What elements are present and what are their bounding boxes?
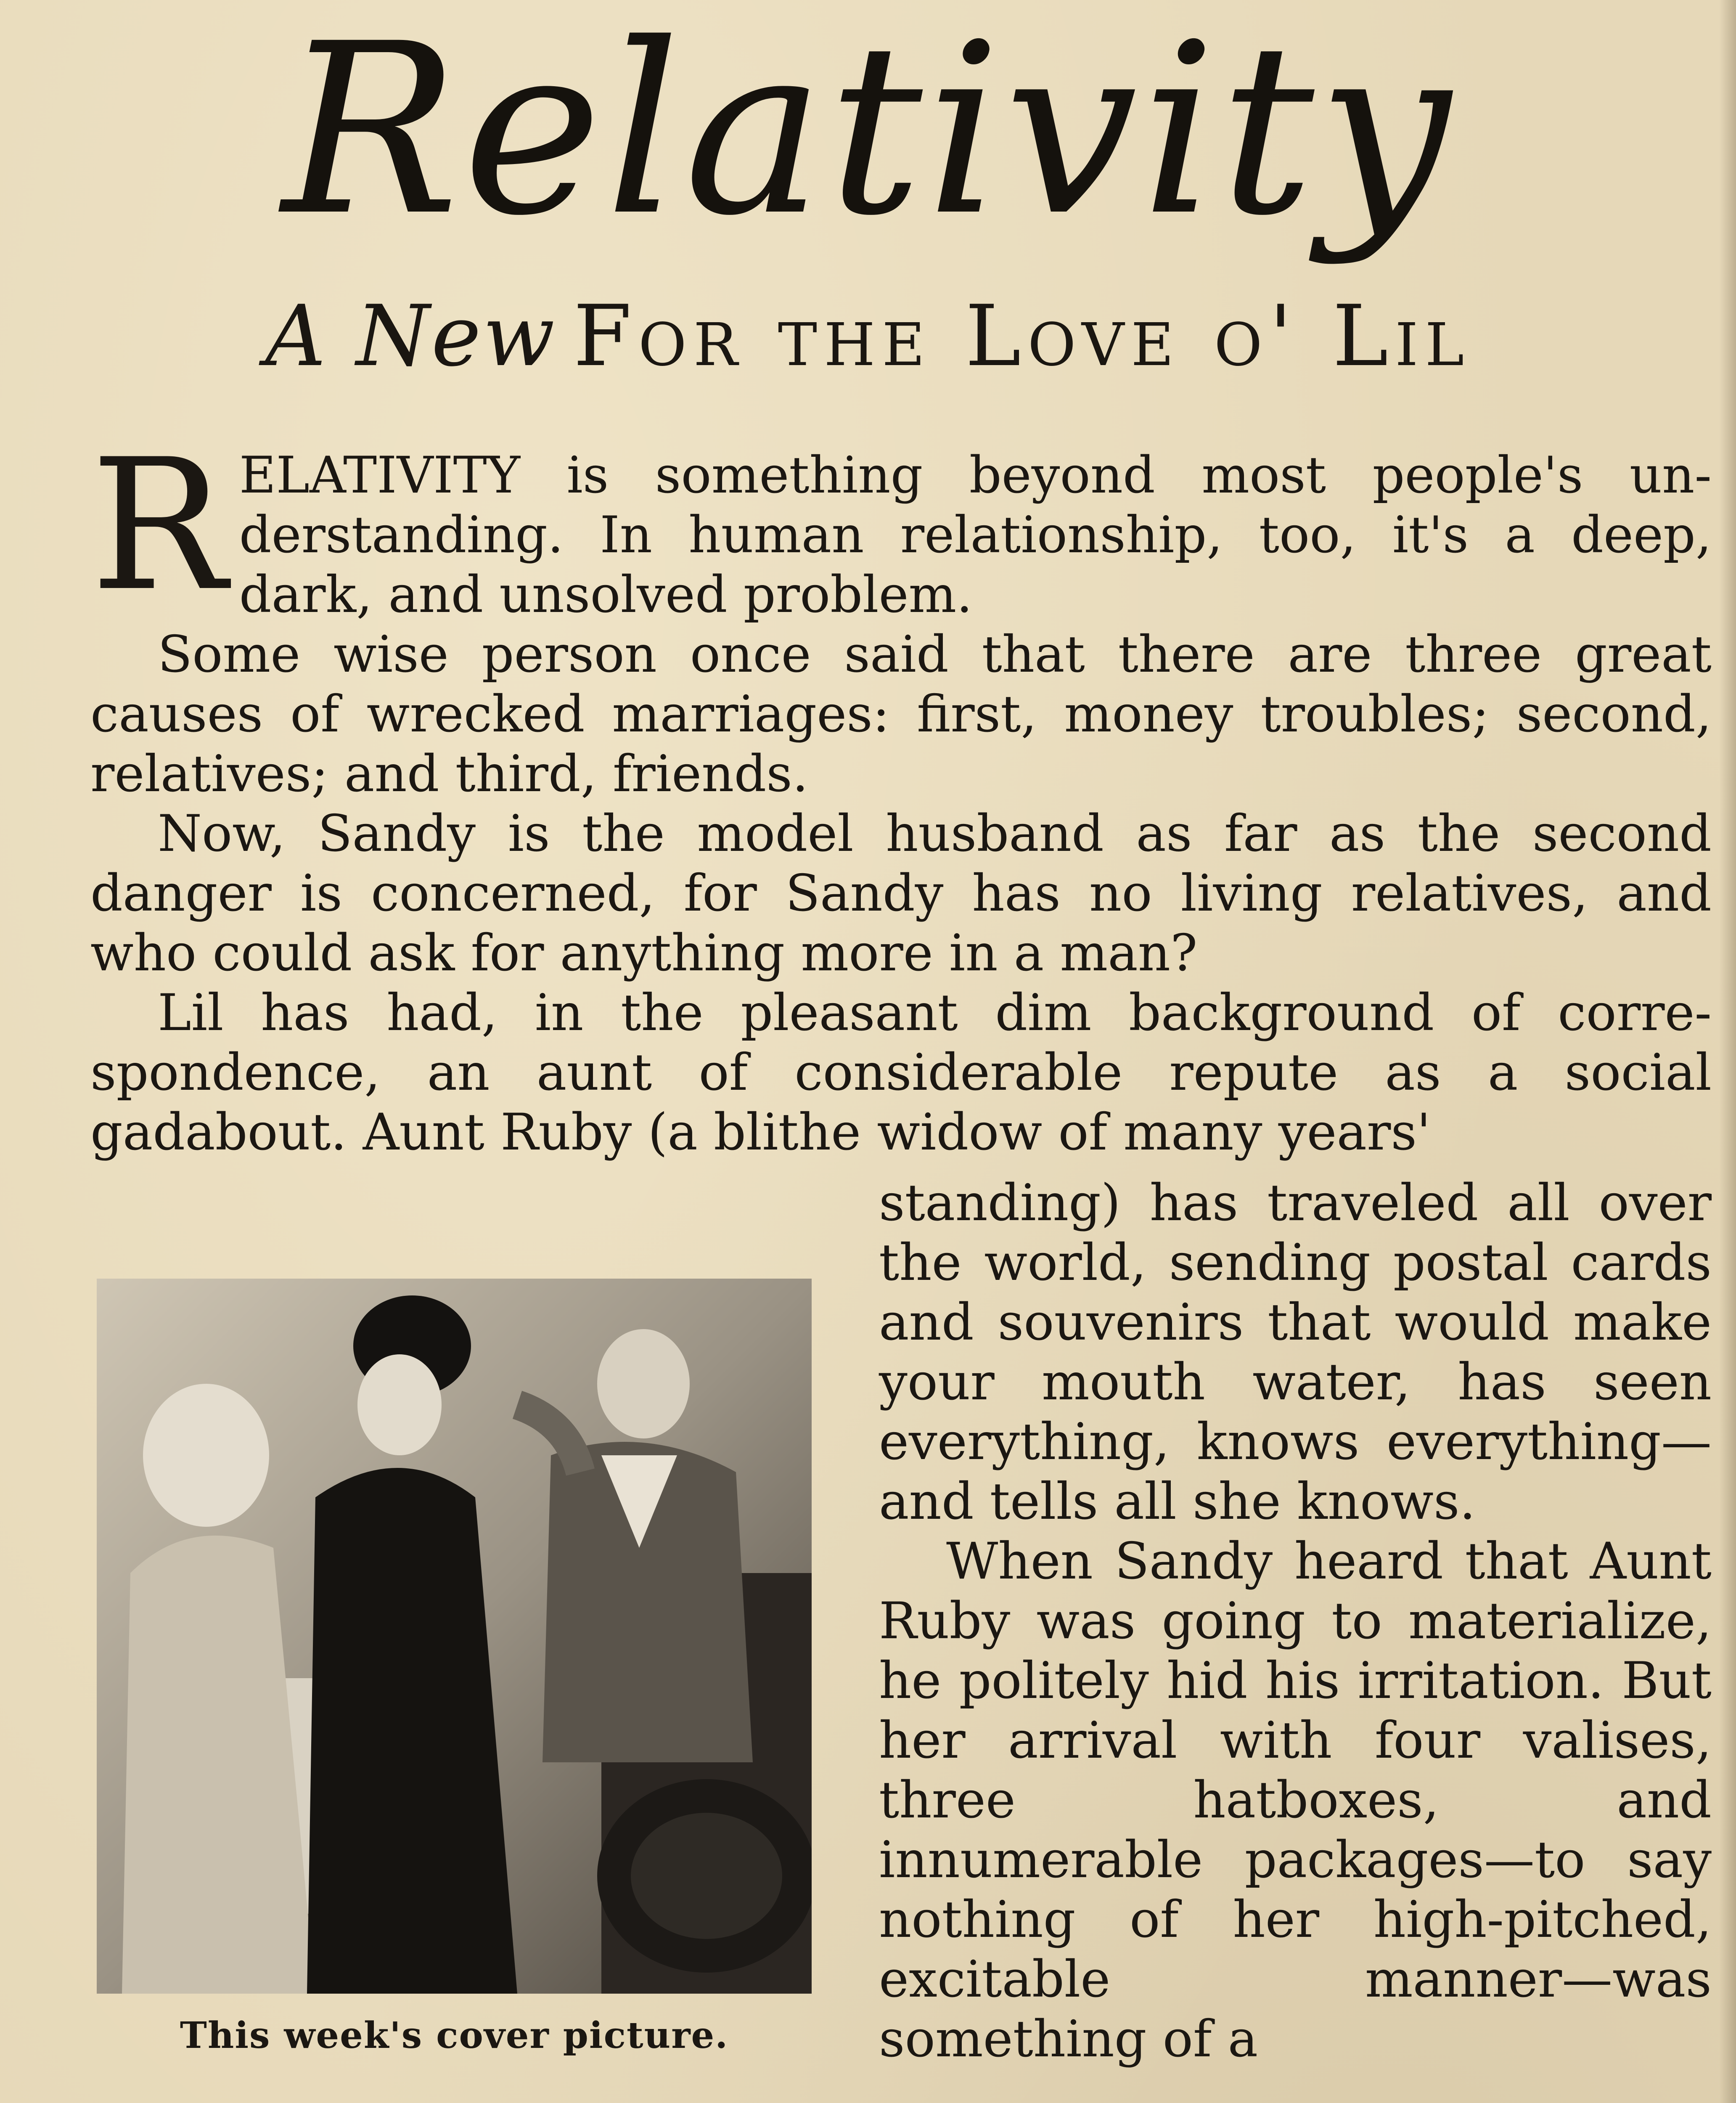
paragraph-3: Now, Sandy is the model husband as far as the second danger is concerned, for Sandy has no living relatives, and who could ask for anything more in a man? [90,805,1712,983]
paragraph-5-start: When Sandy heard that Aunt Ruby was going to materialize, he politely hid his irritation. But her arrival with four valises, three hatboxes, and innumerable packages—to say nothing of her high-pitched, excitable manner—was something of a [879,1532,1712,2069]
paragraph-1 [90,421,1712,631]
article-body-right [879,1173,1712,2069]
cover-photo-image [97,1279,812,1994]
paragraph-4-start: Lil has had, in the pleasant dim background of correspondence, an aunt of considerable repute as a social gadabout. Aunt Ruby (a blithe widow of many years' [90,984,1712,1162]
page-edge-shadow [1719,0,1736,2103]
paragraph-4-cont: standing) has traveled all over the world, sending postal cards and souvenirs that would make your mouth water, has seen everything, knows everything—and tells all she knows. [879,1174,1712,1531]
paragraph-1-text: ELATIVITY is something beyond most people's understanding. In human relationship, too, it's a deep, dark, and unsolved problem. [239,446,1712,624]
drop-cap: R [90,421,227,631]
photo-caption: This week's cover picture. [180,2014,729,2057]
subtitle-caps: For the Love o' Lil [573,287,1471,385]
article-title: Relativity [282,0,1454,268]
paragraph-2: Some wise person once said that there are three great causes of wrecked marriages: first, money troubles; second, relatives; and third, friends. [90,625,1712,803]
article-body-top [90,421,1712,1163]
article-subtitle [0,286,1736,387]
cover-photo [97,1279,812,1994]
subtitle-script: A New [265,287,557,385]
